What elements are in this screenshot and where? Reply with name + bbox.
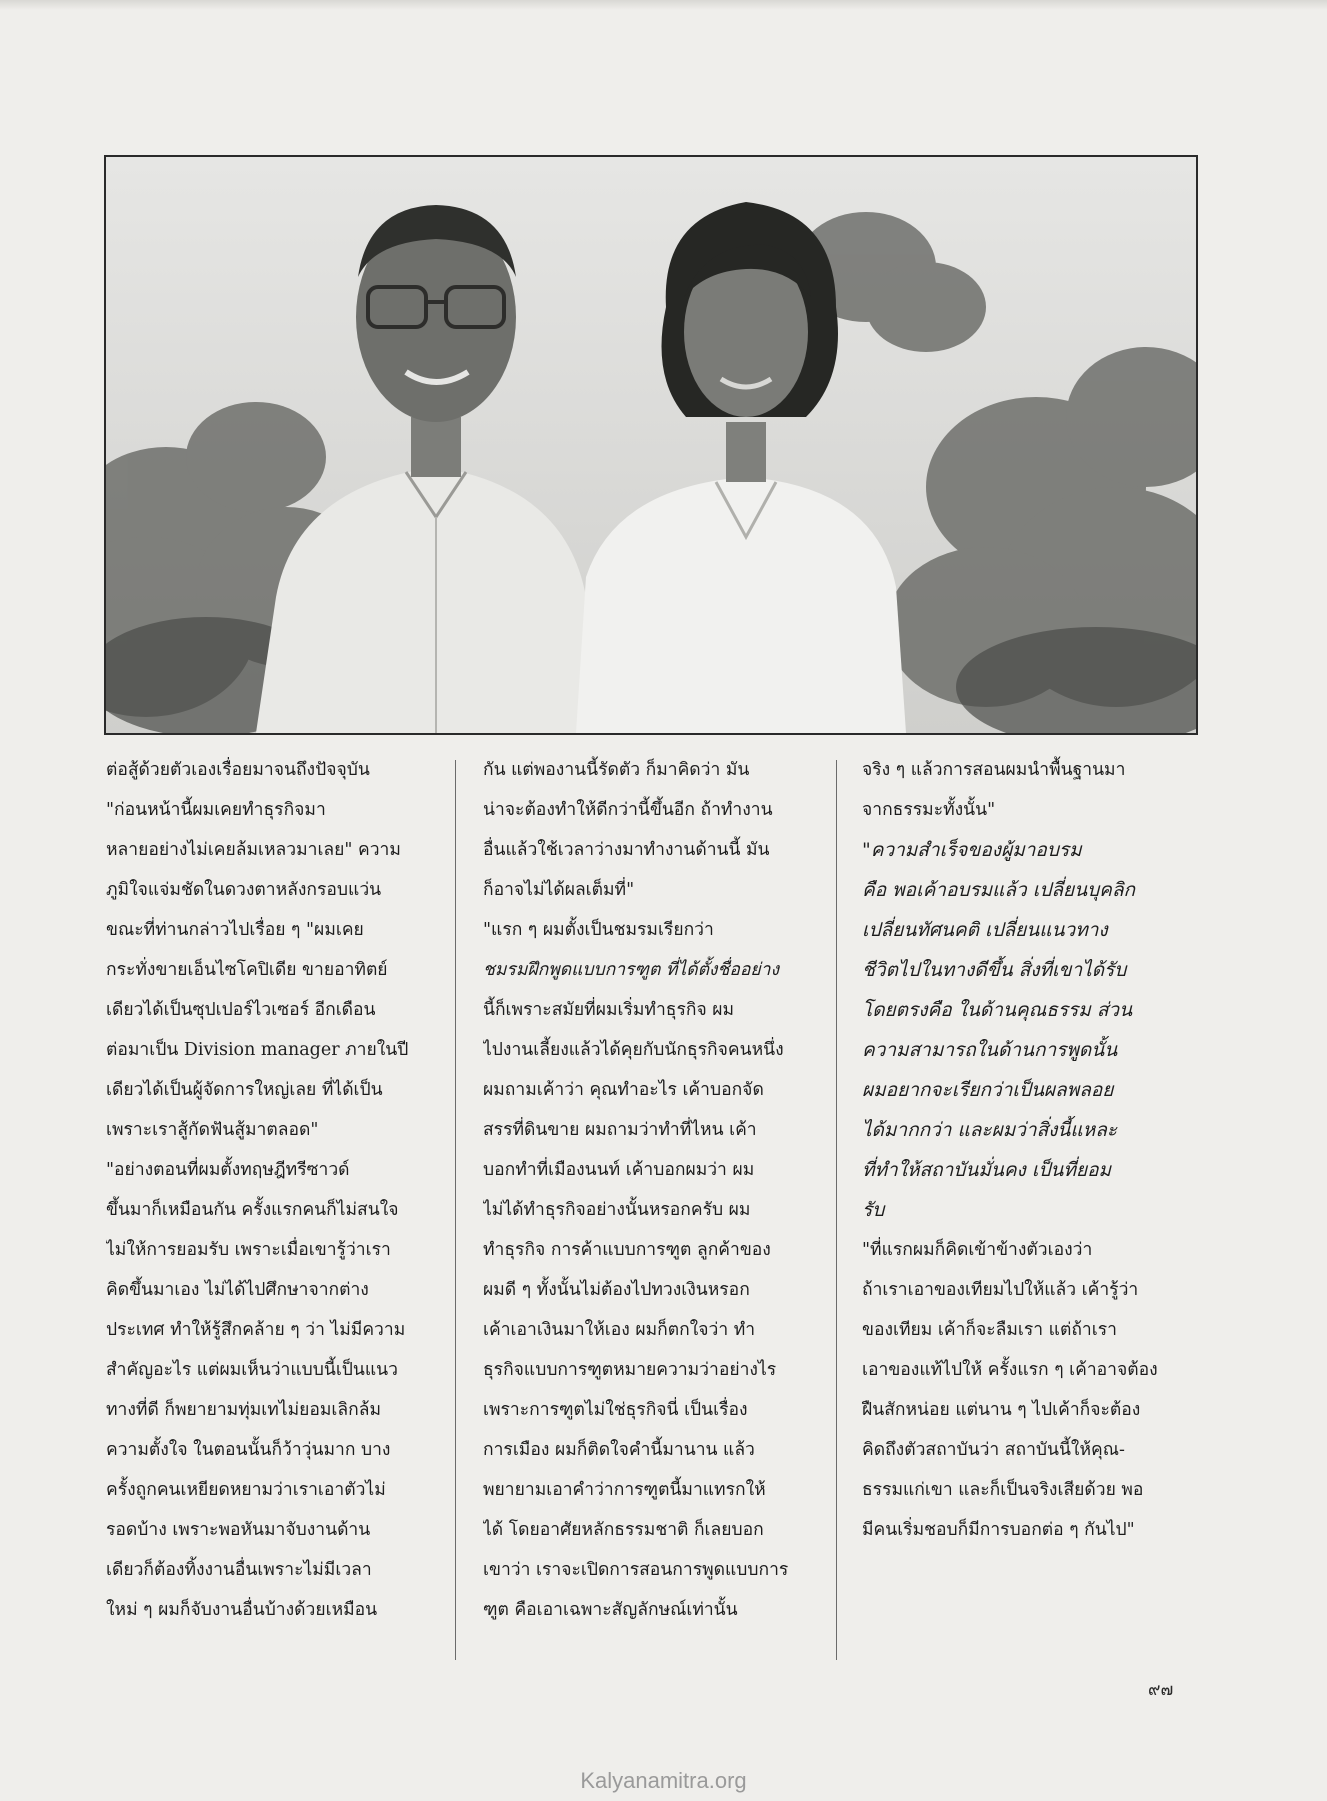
text-line: หลายอย่างไม่เคยล้มเหลวมาเลย" ความ bbox=[106, 840, 401, 860]
text-column-2 bbox=[483, 750, 808, 1630]
text-line: พยายามเอาคำว่าการฑูตนี้มาแทรกให้ bbox=[483, 1480, 766, 1500]
page-number: ๙๗ bbox=[1148, 1680, 1174, 1700]
photo-illustration bbox=[106, 157, 1196, 733]
text-line: ไม่ได้ทำธุรกิจอย่างนั้นหรอกครับ ผม bbox=[483, 1200, 751, 1220]
text-line: ต่อสู้ด้วยตัวเองเรื่อยมาจนถึงปัจจุบัน bbox=[106, 760, 370, 780]
pull-quote-line: เปลี่ยนทัศนคติ เปลี่ยนแนวทาง bbox=[862, 919, 1108, 941]
text-line: เพราะการฑูตไม่ใช่ธุรกิจนี่ เป็นเรื่อง bbox=[483, 1400, 748, 1420]
text-line: ธรรมแก่เขา และก็เป็นจริงเสียด้วย พอ bbox=[862, 1480, 1144, 1500]
text-line: ต่อมาเป็น Division manager ภายในปี bbox=[106, 1040, 409, 1060]
text-line: ใหม่ ๆ ผมก็จับงานอื่นบ้างด้วยเหมือน bbox=[106, 1600, 378, 1620]
text-line: เดียวได้เป็นซุปเปอร์ไวเซอร์ อีกเดือน bbox=[106, 1000, 376, 1020]
article-body bbox=[0, 750, 1327, 1670]
text-line: ได้ โดยอาศัยหลักธรรมชาติ ก็เลยบอก bbox=[483, 1520, 764, 1540]
text-line: คิดขึ้นมาเอง ไม่ได้ไปศึกษาจากต่าง bbox=[106, 1280, 369, 1300]
text-line: จริง ๆ แล้วการสอนผมนำพื้นฐานมา bbox=[862, 760, 1126, 780]
text-line: ผมดี ๆ ทั้งนั้นไม่ต้องไปทวงเงินหรอก bbox=[483, 1280, 750, 1300]
text-line: ถ้าเราเอาของเทียมไปให้แล้ว เค้ารู้ว่า bbox=[862, 1280, 1139, 1300]
pull-quote-line: ผมอยากจะเรียกว่าเป็นผลพลอย bbox=[862, 1079, 1114, 1101]
text-line: ชมรมฝึกพูดแบบการฑูต ที่ได้ตั้งชื่ออย่าง bbox=[483, 960, 780, 980]
text-line: ภูมิใจแจ่มชัดในดวงตาหลังกรอบแว่น bbox=[106, 880, 382, 900]
text-line: "ที่แรกผมก็คิดเข้าข้างตัวเองว่า bbox=[862, 1240, 1093, 1260]
text-line: "อย่างตอนที่ผมตั้งทฤษฎีทรีซาวด์ bbox=[106, 1160, 350, 1180]
text-line: เอาของแท้ไปให้ ครั้งแรก ๆ เค้าอาจต้อง bbox=[862, 1360, 1158, 1380]
text-line: ประเทศ ทำให้รู้สึกคล้าย ๆ ว่า ไม่มีความ bbox=[106, 1320, 406, 1340]
pull-quote-line: คือ พอเค้าอบรมแล้ว เปลี่ยนบุคลิก bbox=[862, 879, 1136, 901]
text-line: อื่นแล้วใช้เวลาว่างมาทำงานด้านนี้ มัน bbox=[483, 840, 770, 860]
text-line: "แรก ๆ ผมตั้งเป็นชมรมเรียกว่า bbox=[483, 920, 714, 940]
text-line: รอดบ้าง เพราะพอหันมาจับงานด้าน bbox=[106, 1520, 371, 1540]
pull-quote-line: ชีวิตไปในทางดีขึ้น สิ่งที่เขาได้รับ bbox=[862, 959, 1127, 981]
text-line: ขณะที่ท่านกล่าวไปเรื่อย ๆ "ผมเคย bbox=[106, 920, 364, 940]
page-edge bbox=[0, 0, 1327, 10]
text-line: เขาว่า เราจะเปิดการสอนการพูดแบบการ bbox=[483, 1560, 789, 1580]
text-line: ไปงานเลี้ยงแล้วได้คุยกับนักธุรกิจคนหนึ่ง bbox=[483, 1040, 784, 1060]
text-line: ก็อาจไม่ได้ผลเต็มที่" bbox=[483, 880, 635, 900]
text-column-3 bbox=[862, 750, 1192, 1550]
text-line: สรรที่ดินขาย ผมถามว่าทำที่ไหน เค้า bbox=[483, 1120, 757, 1140]
text-line: จากธรรมะทั้งนั้น" bbox=[862, 800, 996, 820]
pull-quote-line: โดยตรงคือ ในด้านคุณธรรม ส่วน bbox=[862, 999, 1133, 1021]
text-line: ฑูต คือเอาเฉพาะสัญลักษณ์เท่านั้น bbox=[483, 1600, 738, 1620]
text-line: ครั้งถูกคนเหยียดหยามว่าเราเอาตัวไม่ bbox=[106, 1480, 386, 1500]
text-line: เพราะเราสู้กัดฟันสู้มาตลอด" bbox=[106, 1120, 319, 1140]
text-line: ของเทียม เค้าก็จะลืมเรา แต่ถ้าเรา bbox=[862, 1320, 1117, 1340]
text-line: มีคนเริ่มชอบก็มีการบอกต่อ ๆ กันไป" bbox=[862, 1520, 1135, 1540]
text-line: ขึ้นมาก็เหมือนกัน ครั้งแรกคนก็ไม่สนใจ bbox=[106, 1200, 399, 1220]
text-line: กระทั่งขายเอ็นไซโคปิเดีย ขายอาทิตย์ bbox=[106, 960, 388, 980]
pull-quote-line: รับ bbox=[862, 1199, 885, 1221]
text-line: น่าจะต้องทำให้ดีกว่านี้ขึ้นอีก ถ้าทำงาน bbox=[483, 800, 773, 820]
text-line: การเมือง ผมก็ติดใจคำนี้มานาน แล้ว bbox=[483, 1440, 755, 1460]
text-line: ไม่ให้การยอมรับ เพราะเมื่อเขารู้ว่าเรา bbox=[106, 1240, 391, 1260]
text-line: ผมถามเค้าว่า คุณทำอะไร เค้าบอกจัด bbox=[483, 1080, 764, 1100]
text-line: คิดถึงตัวสถาบันว่า สถาบันนี้ให้คุณ- bbox=[862, 1440, 1125, 1460]
text-column-1 bbox=[106, 750, 431, 1630]
watermark: Kalyanamitra.org bbox=[580, 1768, 747, 1793]
text-line: ฝืนสักหน่อย แต่นาน ๆ ไปเค้าก็จะต้อง bbox=[862, 1400, 1141, 1420]
pull-quote-line: "ความสำเร็จของผู้มาอบรม bbox=[862, 839, 1082, 861]
text-line: เดียวได้เป็นผู้จัดการใหญ่เลย ที่ได้เป็น bbox=[106, 1080, 383, 1100]
text-line: "ก่อนหน้านี้ผมเคยทำธุรกิจมา bbox=[106, 800, 326, 820]
text-line: สำคัญอะไร แต่ผมเห็นว่าแบบนี้เป็นแนว bbox=[106, 1360, 398, 1380]
text-line: ทางที่ดี ก็พยายามทุ่มเทไม่ยอมเลิกล้ม bbox=[106, 1400, 381, 1420]
text-line: ธุรกิจแบบการฑูตหมายความว่าอย่างไร bbox=[483, 1360, 777, 1380]
text-line: ความตั้งใจ ในตอนนั้นก็ว้าวุ่นมาก บาง bbox=[106, 1440, 391, 1460]
text-line: เดียวก็ต้องทิ้งงานอื่นเพราะไม่มีเวลา bbox=[106, 1560, 372, 1580]
portrait-photo bbox=[104, 155, 1198, 735]
pull-quote-line: ได้มากกว่า และผมว่าสิ่งนี้แหละ bbox=[862, 1119, 1118, 1141]
text-line: กัน แต่พองานนี้รัดตัว ก็มาคิดว่า มัน bbox=[483, 760, 750, 780]
pull-quote-line: ความสามารถในด้านการพูดนั้น bbox=[862, 1039, 1118, 1061]
pull-quote-line: ที่ทำให้สถาบันมั่นคง เป็นที่ยอม bbox=[862, 1159, 1112, 1181]
text-line: นี้ก็เพราะสมัยที่ผมเริ่มทำธุรกิจ ผม bbox=[483, 1000, 735, 1020]
text-line: ทำธุรกิจ การค้าแบบการฑูต ลูกค้าของ bbox=[483, 1240, 771, 1260]
text-line: เค้าเอาเงินมาให้เอง ผมก็ตกใจว่า ทำ bbox=[483, 1320, 756, 1340]
text-line: บอกทำที่เมืองนนท์ เค้าบอกผมว่า ผม bbox=[483, 1160, 755, 1180]
